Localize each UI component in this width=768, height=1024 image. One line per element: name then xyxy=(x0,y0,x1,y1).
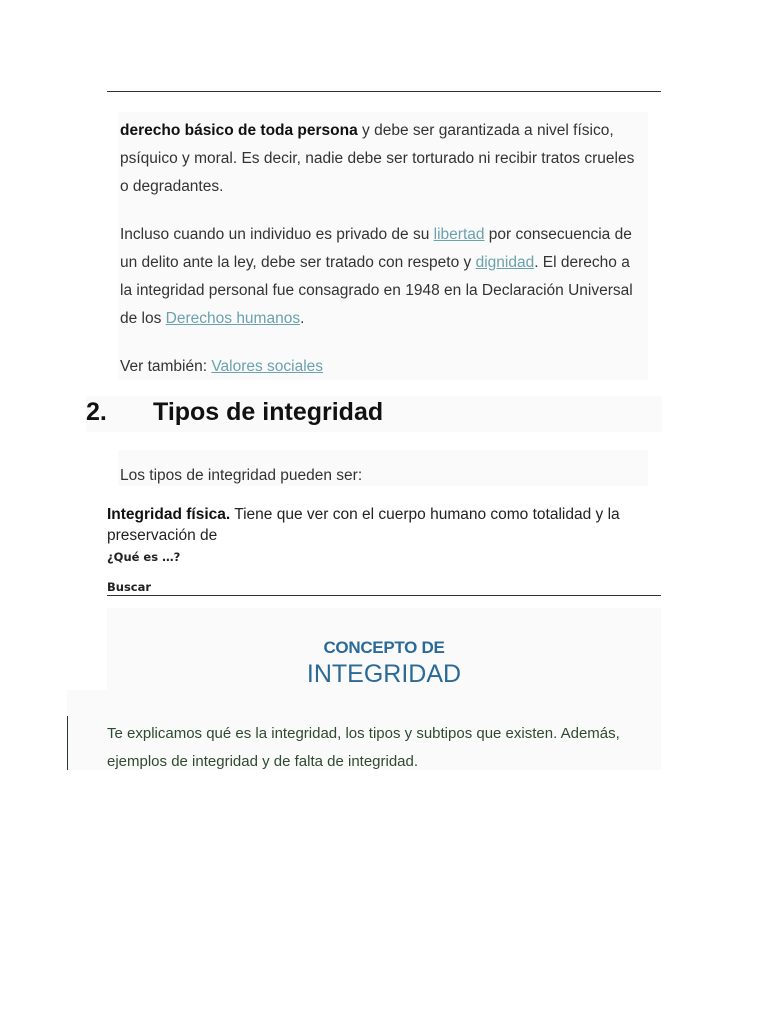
types-intro: Los tipos de integridad pueden ser: xyxy=(120,467,363,484)
text-segment: . xyxy=(300,310,305,327)
text-segment: por consecuencia de un delito ante la ley, debe ser tratado con respeto y xyxy=(120,226,632,271)
card-title-small: CONCEPTO DE xyxy=(323,638,445,657)
link-derechos-humanos[interactable]: Derechos humanos xyxy=(165,310,301,327)
integridad-fisica-text: Tiene que ver con el cuerpo humano como totalidad y la preservación de xyxy=(107,506,620,544)
card-description: Te explicamos qué es la integridad, los tipos y subtipos que existen. Además, ejemplos de integridad y de falta de integridad. xyxy=(107,725,620,770)
text-segment: . El derecho a la integridad personal fue consagrado en 1948 en la Declaración Universal de los xyxy=(120,254,633,327)
buscar-divider xyxy=(107,595,661,596)
integridad-fisica-paragraph xyxy=(107,504,667,546)
paragraph-text: y debe ser garantizada a nivel físico, psíquico y moral. Es decir, nadie debe ser torturado ni recibir tratos crueles o degradantes. xyxy=(120,122,635,195)
see-also xyxy=(120,353,645,381)
paragraph-libertad xyxy=(120,221,645,333)
see-also-label: Ver también: xyxy=(120,358,212,375)
card-title-large: INTEGRIDAD xyxy=(306,660,462,688)
link-dignidad[interactable]: dignidad xyxy=(475,254,535,271)
link-libertad[interactable]: libertad xyxy=(433,226,485,243)
link-valores-sociales[interactable]: Valores sociales xyxy=(211,358,324,375)
section-number: 2. xyxy=(86,398,107,426)
text-segment: Incluso cuando un individuo es privado de su xyxy=(120,226,434,243)
section-title: Tipos de integridad xyxy=(153,398,384,426)
quote-bar xyxy=(67,716,68,770)
integridad-fisica-bold: Integridad física. xyxy=(107,506,231,523)
buscar-label[interactable]: Buscar xyxy=(107,580,152,594)
section-heading xyxy=(86,396,662,432)
bold-phrase: derecho básico de toda persona xyxy=(120,122,358,139)
paragraph-derecho xyxy=(120,117,645,201)
top-divider xyxy=(107,91,661,92)
que-es-label: ¿Qué es …? xyxy=(107,550,181,564)
